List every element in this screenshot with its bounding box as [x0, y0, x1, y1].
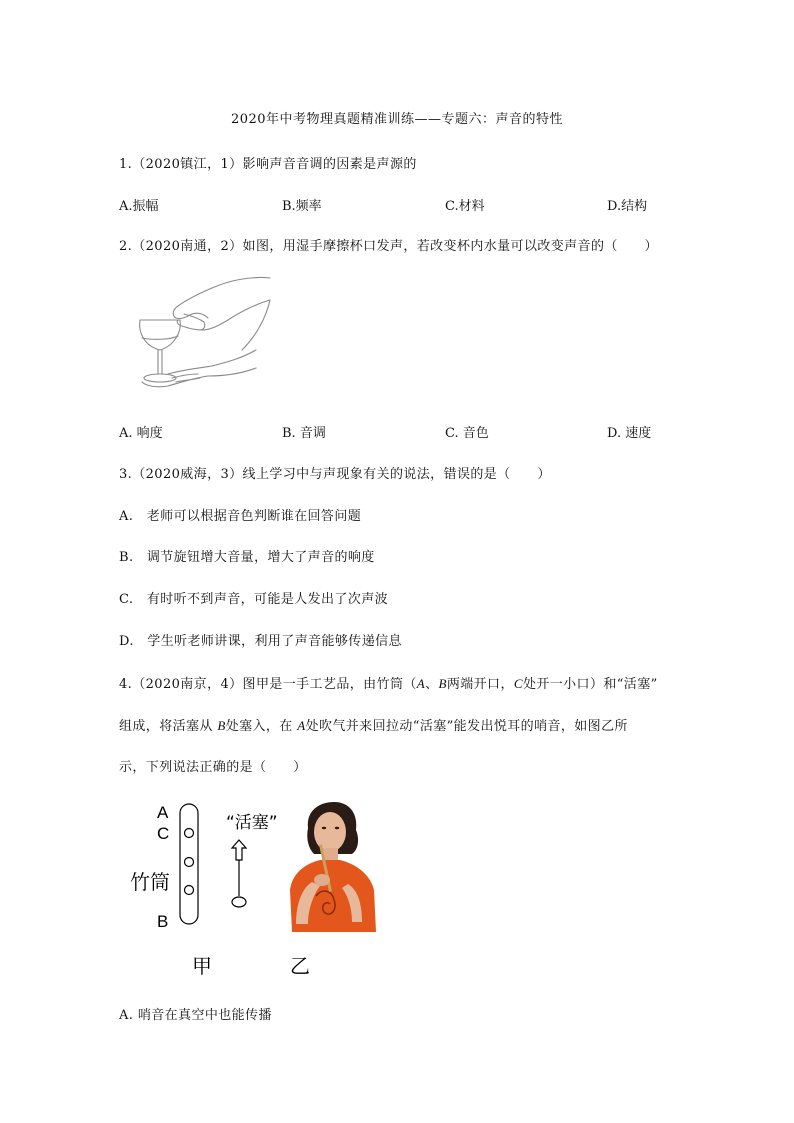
question-4-line-2: [119, 715, 628, 734]
question-2-stem: 2.（2020南通，2）如图，用湿手摩擦杯口发声，若改变杯内水量可以改变声音的（ ）: [119, 239, 658, 254]
q2-option-d: D. 速度: [607, 426, 652, 441]
q4-line1-mid: 两端开口，: [446, 677, 514, 692]
q4-label-c: C: [513, 676, 523, 691]
q4-line1-post: 处开一小口）和“活塞”: [522, 677, 658, 692]
q4-label-a: A: [416, 676, 426, 691]
piston-arrow: [232, 840, 246, 860]
q3-option-d: D. 学生听老师讲课，利用了声音能够传递信息: [119, 634, 402, 649]
q1-option-c: C.材料: [445, 199, 485, 214]
fig-label-piston: “活塞”: [226, 813, 278, 833]
question-4-line-3: 示，下列说法正确的是（ ）: [119, 760, 307, 775]
bamboo-tube-diagram: [176, 800, 256, 930]
q1-option-d: D.结构: [607, 199, 648, 214]
q4-line2-a: A: [297, 718, 306, 733]
question-1-stem: 1.（2020镇江，1）影响声音音调的因素是声源的: [119, 157, 417, 172]
fig-caption-jia: 甲: [192, 954, 212, 978]
person-blowing-whistle-photo: [286, 800, 378, 932]
question-3-stem: 3.（2020威海，3）线上学习中与声现象有关的说法，错误的是（ ）: [119, 467, 551, 482]
fig-label-b: B: [157, 912, 169, 931]
q4-separator: 、: [425, 677, 439, 692]
page-title: 2020年中考物理真题精准训练——专题六：声音的特性: [230, 112, 564, 127]
fig-label-c: C: [157, 824, 170, 843]
q4-line2-b: B: [217, 718, 226, 733]
q3-option-b: B. 调节旋钮增大音量，增大了声音的响度: [119, 550, 375, 565]
fig-label-a: A: [157, 803, 169, 822]
q1-option-a: A.振幅: [119, 199, 159, 214]
piston-head: [232, 897, 246, 907]
q1-option-b: B.频率: [282, 199, 322, 214]
tube-hole-3: [185, 886, 194, 895]
question-4-line-1: [119, 673, 658, 692]
q3-option-a: A. 老师可以根据音色判断谁在回答问题: [119, 509, 362, 524]
q2-option-a: A. 响度: [119, 426, 163, 441]
tube-body: [180, 804, 198, 924]
q4-line2-pre: 组成，将活塞从: [119, 719, 218, 734]
q4-option-a: A. 哨音在真空中也能传播: [119, 1008, 272, 1023]
tube-hole-1: [185, 829, 194, 838]
q2-option-c: C. 音色: [445, 426, 489, 441]
tube-hole-2: [185, 858, 194, 867]
q2-option-b: B. 音调: [282, 426, 326, 441]
hand-rubbing-glass-figure: [132, 270, 277, 398]
q3-option-c: C. 有时听不到声音，可能是人发出了次声波: [119, 592, 389, 607]
fig-caption-yi: 乙: [290, 954, 310, 978]
q4-line2-post: 处吹气并来回拉动“活塞”能发出悦耳的哨音，如图乙所: [305, 719, 628, 734]
q4-label-b: B: [438, 676, 447, 691]
q4-line2-mid: 处塞入，在: [225, 719, 298, 734]
q4-line1-pre: 4.（2020南京，4）图甲是一手工艺品，由竹筒（: [119, 677, 417, 692]
fig-label-tube: 竹筒: [130, 870, 170, 894]
